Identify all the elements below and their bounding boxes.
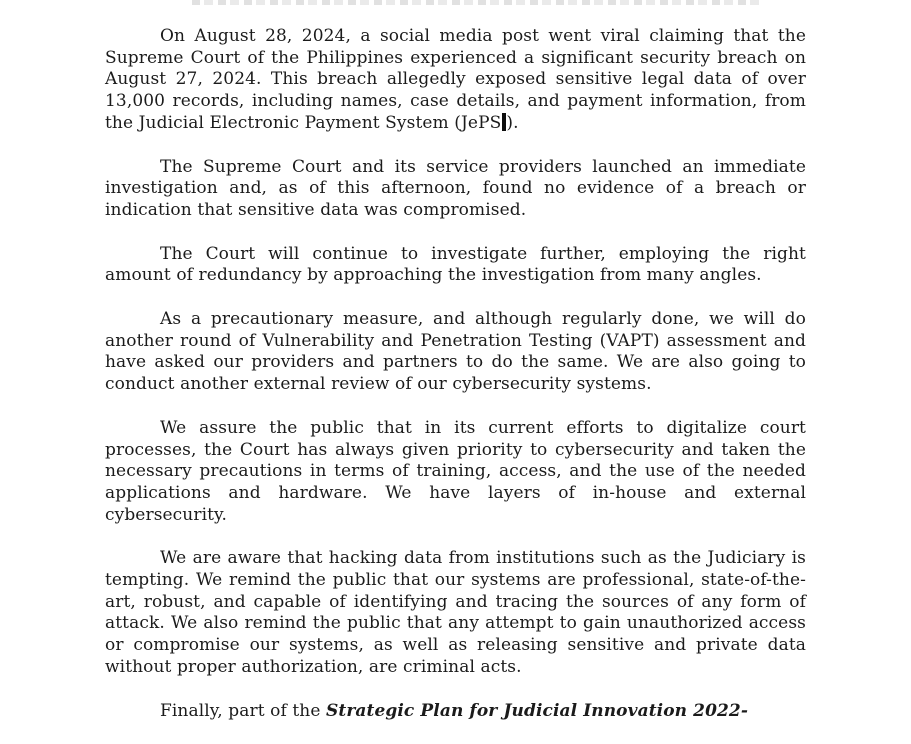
- paragraph-hacking-warning: We are aware that hacking data from institutions such as the Judiciary is tempting. We remind the public that our systems are professional, state-of-the-art, robust, and capable of identifying and tracing the sources of any form of attack. We also remind the public that any attempt to gain unauthorized access or compromise our systems, as well as releasing sensitive and private data without proper authorization, are criminal acts.: [105, 548, 806, 677]
- paragraph-viral-post-claim: [105, 26, 806, 135]
- paragraph-text: ).: [506, 112, 519, 133]
- statement-body: [105, 26, 806, 744]
- paragraph-text: On August 28, 2024, a social media post went viral claiming that the Supreme Court of the Philippines experienced a significant security breach on August 27, 2024. This breach allegedly exposed sensitive legal data of over 13,000 records, including names, case details, and payment information, from the Judicial Electronic Payment System (JePS: [105, 26, 806, 133]
- paragraph-text: Finally, part of the: [160, 700, 321, 721]
- paragraph-vapt-assessment: As a precautionary measure, and although regularly done, we will do another round of Vulnerability and Penetration Testing (VAPT) assessment and have asked our providers and partners to do the same. We are also going to conduct another external review of our cybersecurity systems.: [105, 309, 806, 395]
- paragraph-immediate-investigation: The Supreme Court and its service providers launched an immediate investigation and, as of this afternoon, found no evidence of a breach or indication that sensitive data was compromised.: [105, 156, 806, 220]
- paragraph-strategic-plan: [105, 701, 806, 723]
- paragraph-continue-investigation: The Court will continue to investigate further, employing the right amount of redundancy by approaching the investigation from many angles.: [105, 243, 806, 286]
- paragraph-cybersecurity-assurance: We assure the public that in its current efforts to digitalize court processes, the Court has always given priority to cybersecurity and taken the necessary precautions in terms of training, access, and the use of the needed applications and hardware. We have layers of in-house and external cybersecurity.: [105, 417, 806, 525]
- strategic-plan-title: Strategic Plan for Judicial Innovation 2022-: [326, 700, 749, 721]
- cropped-title-remnant: [192, 0, 764, 5]
